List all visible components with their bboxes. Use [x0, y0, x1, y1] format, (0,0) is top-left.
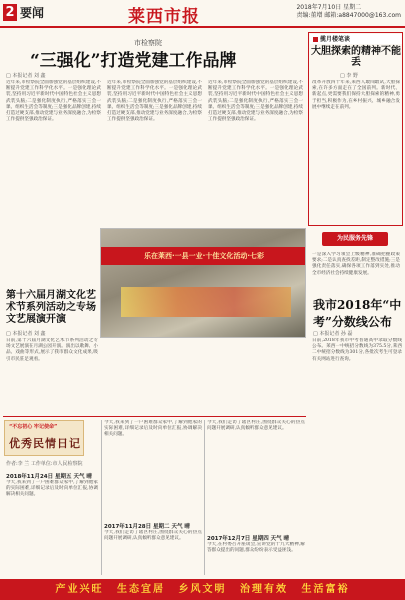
event-photo — [100, 228, 306, 338]
diary-date-2: 2017年11月28日 星期二 天气 晴 — [104, 524, 190, 530]
lead-headline: “三强化”打造党建工作品牌 — [30, 51, 237, 71]
service-banner: 为民服务先锋 — [322, 232, 388, 246]
exam-body: 日前,2018年我市中考普通高中录取分数线公布。莱西一中统招分数线为375.5分,莱西二中统招分数线为301分,各批次考生可登录有关网站进行查询。 — [312, 338, 402, 362]
masthead: 莱西市报 — [128, 7, 200, 27]
page-header — [0, 0, 405, 28]
diary-author: 作者:李 兰 工作单位:市人民检察院 — [6, 461, 83, 467]
culture-byline: □ 本报记者 刘 鑫 — [6, 331, 46, 337]
diary-title: 优秀民情日记 — [9, 437, 81, 450]
right-mid-body: 一是深入学习领会上级精神,准确把握政策要求;二是认真查找差距,制定整改措施;三是强化责任落实,确保各项工作落到实处,推动全市经济社会持续健康发展。 — [312, 252, 400, 276]
tag-marker-icon — [313, 37, 318, 42]
right-top-headline: 大胆探索的精神不能丢 — [311, 46, 401, 68]
column-rule — [204, 420, 205, 575]
diary-label: “不忘初心 牢记使命” — [9, 424, 58, 430]
diary-body-3: 今天,在村委召开座谈会,宣讲党的十九大精神,解答群众提出的问题,群众纷纷表示受益匪浅。 — [207, 542, 305, 554]
footer-slogan: 产业兴旺 生态宜居 乡风文明 治理有效 生活富裕 — [0, 579, 405, 600]
section-title: 要闻 — [20, 6, 45, 20]
right-top-byline: □ 李 野 — [340, 73, 358, 79]
diary-date-1: 2018年11月24日 星期五 天气 晴 — [6, 474, 92, 480]
exam-headline: 我市2018年“中考”分数线公布 — [313, 298, 402, 329]
page-number: 2 — [3, 4, 17, 21]
culture-headline: 第十六届月湖文化艺术节系列活动之专场文艺展演开演 — [6, 290, 96, 325]
lead-byline: □ 本报记者 刘 鑫 — [6, 73, 46, 79]
right-top-body: 改革开放四十年来,莱西人敢闯敢试,大胆探索,在许多方面走在了全国前列。新时代、新起点,更需要我们保持大胆探索的精神,勇于担当,积极作为,在乡村振兴、城乡融合发展中继续走在前列。 — [312, 80, 400, 110]
lead-body-col1: 近年来,市检察院全面加强党的基层组织建设,不断提升党建工作科学化水平。一是强化理论武装,坚持用习近平新时代中国特色社会主义思想武装头脑;二是强化制度执行,严格落实三会一课、组织生活会等制度;三是强化品牌创建,持续打造过硬支部,推动党建与业务深度融合,为检察工作提供坚强政治保证。 — [6, 80, 101, 123]
lead-kicker: 市检察院 — [134, 39, 162, 47]
date-line: 2018年7月10日 星期二 — [296, 4, 362, 11]
editor-line: 责编:董增 邮箱:a8847000@163.com — [296, 12, 401, 19]
diary-body-2: 今天,我们走访了辖区村庄,围绕群众关心的热点问题开展调研,认真倾听群众意见建议。 — [104, 530, 202, 542]
stage-banner: 乐在莱西·一县一业·十佳文化活动·七彩 — [101, 247, 306, 265]
diary-date-3: 2017年12月7日 星期四 天气 晴 — [207, 536, 290, 542]
lead-body-col2: 近年来,市检察院全面加强党的基层组织建设,不断提升党建工作科学化水平。一是强化理论武装,坚持用习近平新时代中国特色社会主义思想武装头脑;二是强化制度执行,严格落实三会一课、组织生活会等制度;三是强化品牌创建,持续打造过硬支部,推动党建与业务深度融合,为检察工作提供坚强政治保证。 — [107, 80, 202, 123]
diary-body-2b: 今天,我们走访了辖区村庄,围绕群众关心的热点问题开展调研,认真倾听群众意见建议。 — [207, 420, 305, 432]
diary-body-1: 今天,我来到了一户困难群众家中,了解到他家的实际困难,详细记录后及时向单位汇报,协调解决相关问题。 — [6, 480, 98, 498]
exam-byline: □ 本报记者 孙 磊 — [313, 331, 353, 337]
lead-body-col3: 近年来,市检察院全面加强党的基层组织建设,不断提升党建工作科学化水平。一是强化理论武装,坚持用习近平新时代中国特色社会主义思想武装头脑;二是强化制度执行,严格落实三会一课、组织生活会等制度;三是强化品牌创建,持续打造过硬支部,推动党建与业务深度融合,为检察工作提供坚强政治保证。 — [208, 80, 303, 123]
culture-body: 日前,第十六届月湖文化艺术节系列活动之专场文艺展演在月湖公园开演。演出以歌舞、小品、戏曲等形式,展示了我市群众文化成果,吸引市民驻足观看。 — [6, 338, 98, 362]
header-info — [296, 4, 401, 20]
column-tag — [310, 34, 402, 44]
diary-body-1b: 今天,我来到了一户困难群众家中,了解到他家的实际困难,详细记录后及时向单位汇报,协调解决相关问题。 — [104, 420, 202, 438]
diary-banner — [4, 420, 84, 456]
stage-performers — [121, 287, 291, 317]
column-tag-label: 揽月楼笔谈 — [320, 36, 351, 43]
column-rule — [101, 420, 102, 575]
section-divider — [3, 416, 306, 417]
